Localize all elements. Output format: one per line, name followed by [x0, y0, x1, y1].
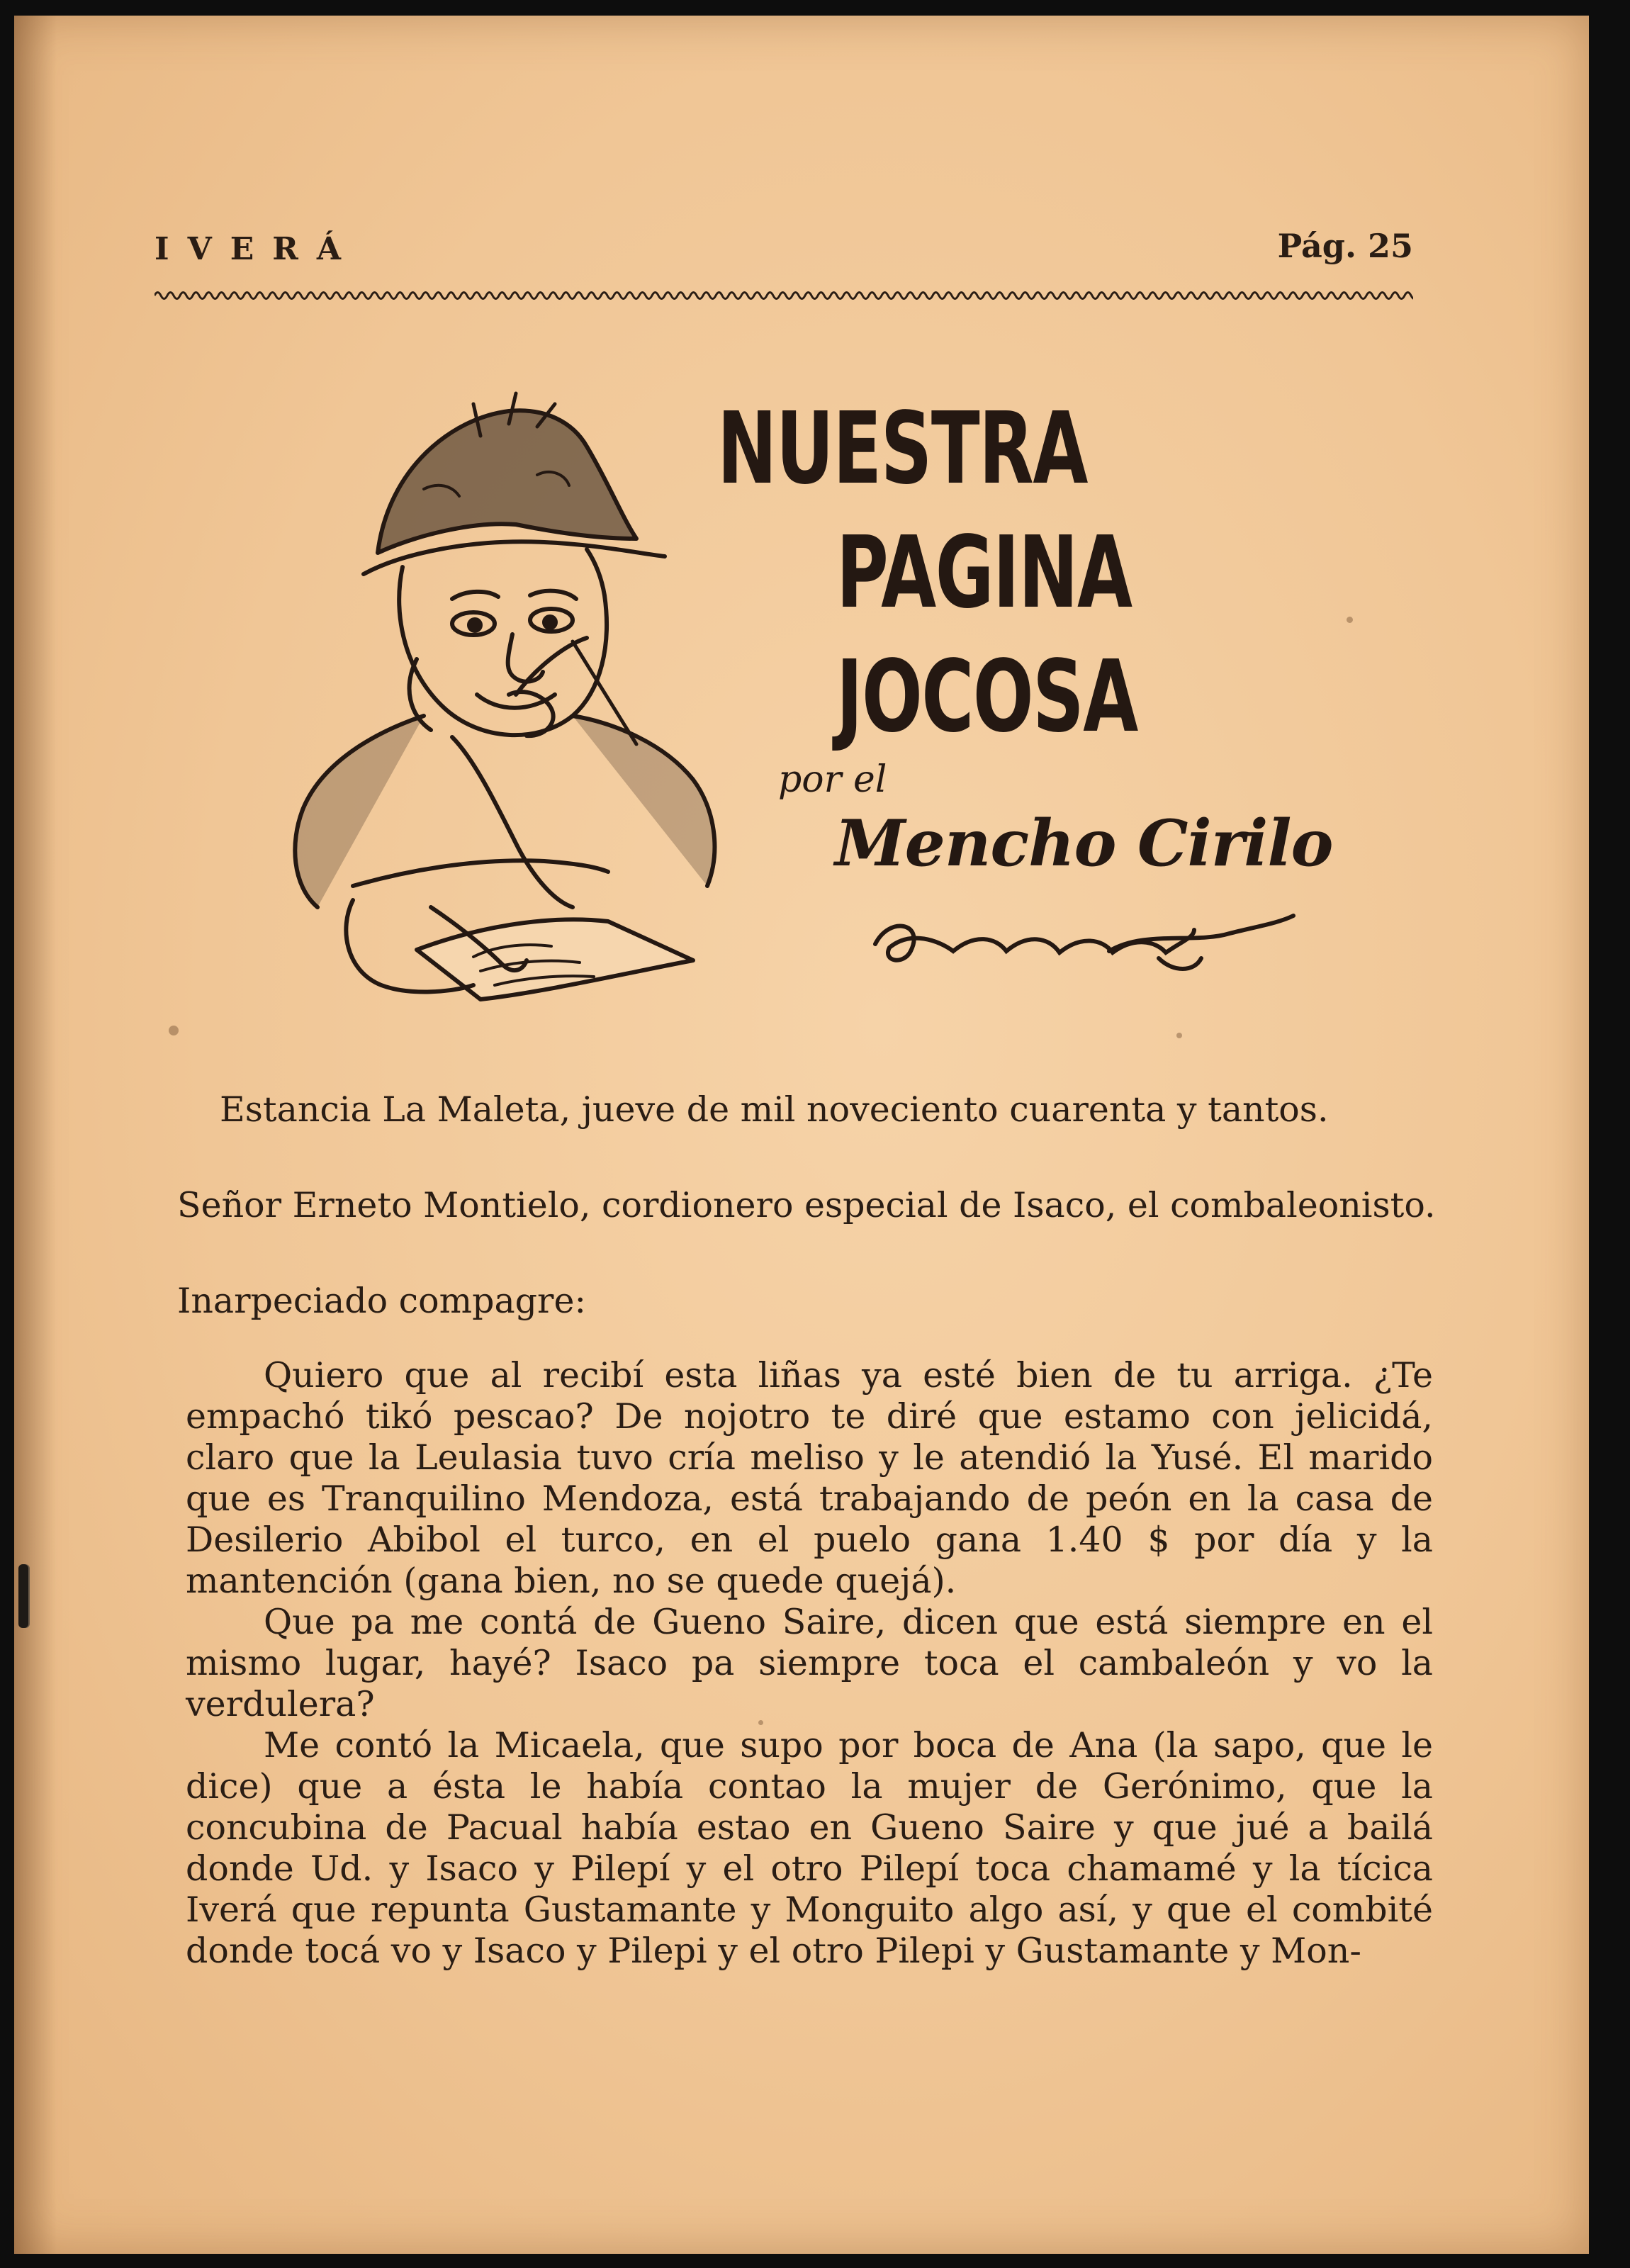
cartoon-illustration: [240, 361, 764, 1021]
signature-flourish: [861, 902, 1300, 979]
magazine-name: IVERÁ: [154, 231, 359, 267]
letter-dateline: Estancia La Maleta, jueve de mil noveciento cuarenta y tantos.: [220, 1089, 1329, 1130]
title-line-1: NUESTRA: [717, 391, 1087, 507]
paragraph: Me contó la Micaela, que supo por boca de Ana (la sapo, que le dice) que a ésta le había contao la mujer de Gerónimo, que la concubina de Pacual había estao en Gueno Saire y que jué a bailá donde Ud. y Isaco y Pilepí y el otro Pilepí toca chamamé y la tícica Iverá que repunta Gustamante y Monguito algo así, y que el combité donde tocá vo y Isaco y Pilepi y el otro Pilepi y Gustamante y Mon-: [186, 1725, 1433, 1971]
author-signature: Mencho Cirilo: [835, 806, 1333, 881]
paper-speck: [1347, 617, 1353, 623]
paper-speck: [169, 1026, 179, 1035]
wavy-rule: [154, 286, 1413, 305]
letter-addressee: Señor Erneto Montielo, cordionero especial de Isaco, el combaleonisto.: [177, 1185, 1436, 1225]
page-number: Pág. 25: [1277, 227, 1413, 265]
staple: [18, 1564, 28, 1628]
letter-body: [186, 1355, 1433, 1972]
paper-speck: [1176, 1033, 1182, 1038]
title-line-3: JOCOSA: [836, 639, 1137, 755]
running-header: [154, 227, 1413, 284]
byline: por el: [778, 758, 887, 801]
binding-shadow: [14, 16, 57, 2254]
paragraph: Que pa me contá de Gueno Saire, dicen que está siempre en el mismo lugar, hayé? Isaco pa siempre toca el cambaleón y vo la verdulera?: [186, 1602, 1433, 1724]
title-line-2: PAGINA: [836, 515, 1132, 631]
paragraph: Quiero que al recibí esta liñas ya esté bien de tu arriga. ¿Te empachó tikó pescao? De nojotro te diré que estamo con jelicidá, claro que la Leulasia tuvo cría meliso y le atendió la Yusé. El marido que es Tranquilino Mendoza, está trabajando de peón en la casa de Desilerio Abibol el turco, en el puelo gana 1.40 $ por día y la mantención (gana bien, no se quede quejá).: [186, 1355, 1433, 1601]
letter-salutation: Inarpeciado compagre:: [177, 1281, 586, 1321]
magazine-page: [14, 16, 1589, 2254]
